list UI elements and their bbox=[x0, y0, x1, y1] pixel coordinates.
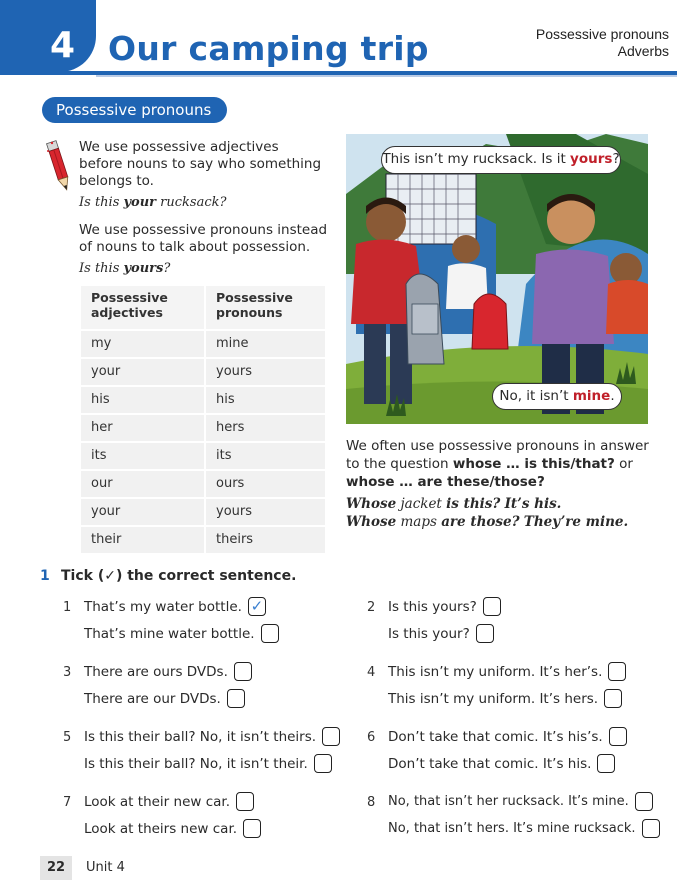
tick-box[interactable] bbox=[483, 597, 501, 616]
option-sentence: Don’t take that comic. It’s his. bbox=[388, 754, 615, 773]
table-row bbox=[81, 526, 325, 553]
question-number: 8 bbox=[367, 795, 376, 810]
table-cell: your bbox=[81, 498, 205, 526]
table-cell: yours bbox=[205, 358, 325, 386]
table-row bbox=[81, 470, 325, 498]
table-cell: her bbox=[81, 414, 205, 442]
option-sentence: Is this their ball? No, it isn’t their. bbox=[84, 754, 332, 773]
explanation-line: of nouns to talk about possession. bbox=[79, 239, 311, 255]
explanation-line: We use possessive pronouns instead bbox=[79, 222, 328, 238]
tick-box[interactable] bbox=[476, 624, 494, 643]
tick-box[interactable]: ✓ bbox=[248, 597, 266, 616]
table-header: Possessive pronouns bbox=[205, 286, 325, 330]
explanation-line: before nouns to say who something bbox=[79, 156, 322, 172]
option-sentence: Look at theirs new car. bbox=[84, 819, 261, 838]
option-sentence: There are our DVDs. bbox=[84, 689, 245, 708]
tick-box[interactable] bbox=[243, 819, 261, 838]
tick-box[interactable] bbox=[608, 662, 626, 681]
topic-item: Adverbs bbox=[617, 43, 669, 59]
option-sentence: No, that isn’t her rucksack. It’s mine. bbox=[388, 792, 653, 811]
table-cell: mine bbox=[205, 330, 325, 358]
exercise-instruction: Tick (✓) the correct sentence. bbox=[61, 568, 297, 584]
option-sentence: This isn’t my uniform. It’s hers. bbox=[388, 689, 622, 708]
note-line: We often use possessive pronouns in answer bbox=[346, 438, 649, 454]
page-title: Our camping trip bbox=[108, 29, 429, 68]
table-cell: ours bbox=[205, 470, 325, 498]
question-number: 2 bbox=[367, 600, 376, 615]
tick-box[interactable] bbox=[322, 727, 340, 746]
table-cell: my bbox=[81, 330, 205, 358]
option-sentence: That’s my water bottle. ✓ bbox=[84, 597, 266, 616]
speech-bubble-question: This isn’t my rucksack. Is it yours? bbox=[381, 146, 621, 174]
table-cell: his bbox=[205, 386, 325, 414]
question-number: 4 bbox=[367, 665, 376, 680]
note-example: Whose jacket is this? It’s his. bbox=[346, 496, 562, 512]
table-cell: hers bbox=[205, 414, 325, 442]
pencil-icon bbox=[44, 137, 74, 195]
question-number: 7 bbox=[63, 795, 72, 810]
pronoun-table bbox=[81, 286, 325, 553]
table-cell: their bbox=[81, 526, 205, 553]
table-cell: your bbox=[81, 358, 205, 386]
unit-badge bbox=[0, 0, 96, 72]
question-number: 5 bbox=[63, 730, 72, 745]
tick-box[interactable] bbox=[314, 754, 332, 773]
table-row bbox=[81, 330, 325, 358]
question-number: 3 bbox=[63, 665, 72, 680]
option-sentence: Is this yours? bbox=[388, 597, 501, 616]
option-sentence: There are ours DVDs. bbox=[84, 662, 252, 681]
table-row bbox=[81, 358, 325, 386]
table-cell: theirs bbox=[205, 526, 325, 553]
example-sentence: Is this your rucksack? bbox=[79, 195, 227, 210]
option-sentence: Don’t take that comic. It’s his’s. bbox=[388, 727, 627, 746]
table-row bbox=[81, 386, 325, 414]
tick-box[interactable] bbox=[635, 792, 653, 811]
header-divider-light bbox=[96, 75, 677, 77]
option-sentence: Is this their ball? No, it isn’t theirs. bbox=[84, 727, 340, 746]
note-line: to the question whose … is this/that? or bbox=[346, 456, 633, 472]
table-cell: yours bbox=[205, 498, 325, 526]
table-cell: its bbox=[205, 442, 325, 470]
note-example: Whose maps are those? They’re mine. bbox=[346, 514, 629, 530]
unit-number: 4 bbox=[50, 25, 76, 66]
example-sentence: Is this yours? bbox=[79, 261, 171, 276]
option-sentence: Is this your? bbox=[388, 624, 494, 643]
table-header: Possessive adjectives bbox=[81, 286, 205, 330]
question-number: 6 bbox=[367, 730, 376, 745]
camping-illustration bbox=[346, 134, 648, 424]
table-cell: our bbox=[81, 470, 205, 498]
tick-box[interactable] bbox=[261, 624, 279, 643]
note-line: whose … are these/those? bbox=[346, 474, 545, 490]
explanation-line: belongs to. bbox=[79, 173, 154, 189]
table-row bbox=[81, 442, 325, 470]
tick-box[interactable] bbox=[609, 727, 627, 746]
tick-box[interactable] bbox=[604, 689, 622, 708]
tick-box[interactable] bbox=[234, 662, 252, 681]
topic-item: Possessive pronouns bbox=[535, 26, 669, 42]
page-number: 22 bbox=[40, 856, 72, 880]
question-number: 1 bbox=[63, 600, 72, 615]
tick-box[interactable] bbox=[236, 792, 254, 811]
table-cell: its bbox=[81, 442, 205, 470]
tick-box[interactable] bbox=[642, 819, 660, 838]
table-row bbox=[81, 414, 325, 442]
topics-list bbox=[536, 26, 669, 60]
table-cell: his bbox=[81, 386, 205, 414]
tick-box[interactable] bbox=[227, 689, 245, 708]
exercise-number: 1 bbox=[40, 568, 50, 584]
option-sentence: That’s mine water bottle. bbox=[84, 624, 279, 643]
speech-bubble-answer: No, it isn’t mine. bbox=[492, 383, 622, 410]
option-sentence: No, that isn’t hers. It’s mine rucksack. bbox=[388, 819, 660, 838]
tick-box[interactable] bbox=[597, 754, 615, 773]
table-row bbox=[81, 498, 325, 526]
section-title: Possessive pronouns bbox=[42, 97, 227, 123]
explanation-line: We use possessive adjectives bbox=[79, 139, 279, 155]
option-sentence: Look at their new car. bbox=[84, 792, 254, 811]
option-sentence: This isn’t my uniform. It’s her’s. bbox=[388, 662, 626, 681]
unit-label: Unit 4 bbox=[86, 860, 125, 875]
